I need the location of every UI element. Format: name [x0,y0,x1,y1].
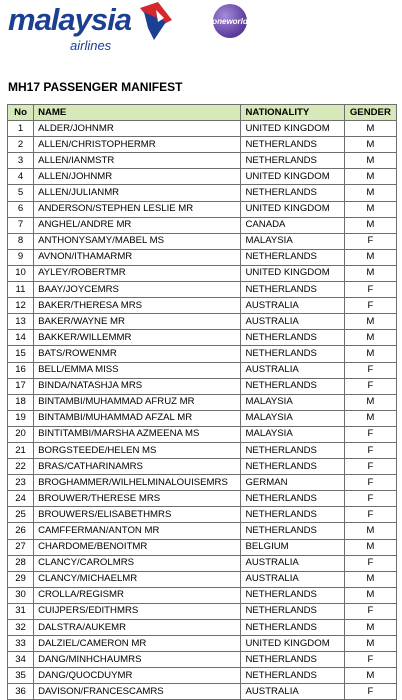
row-number: 18 [8,394,34,410]
passenger-name: DAVISON/FRANCESCAMRS [34,684,241,700]
airline-logo-wordmark: malaysia [8,2,131,37]
passenger-nationality: NETHERLANDS [241,652,344,668]
passenger-name: BRAS/CATHARINAMRS [34,459,241,475]
table-row [8,636,397,652]
table-row [8,265,397,281]
passenger-gender: M [344,523,396,539]
passenger-gender: M [344,587,396,603]
passenger-name: CAMFFERMAN/ANTON MR [34,523,241,539]
passenger-gender: M [344,668,396,684]
passenger-nationality: UNITED KINGDOM [241,201,344,217]
row-number: 3 [8,153,34,169]
passenger-gender: F [344,233,396,249]
passenger-gender: M [344,265,396,281]
table-row [8,282,397,298]
passenger-gender: M [344,636,396,652]
table-row [8,217,397,233]
passenger-nationality: UNITED KINGDOM [241,121,344,137]
table-row [8,652,397,668]
passenger-gender: M [344,217,396,233]
table-row [8,603,397,619]
row-number: 8 [8,233,34,249]
passenger-nationality: NETHERLANDS [241,491,344,507]
table-row [8,523,397,539]
row-number: 10 [8,265,34,281]
passenger-gender: M [344,201,396,217]
column-header-gender: GENDER [344,105,396,121]
passenger-name: BAKER/THERESA MRS [34,298,241,314]
passenger-nationality: NETHERLANDS [241,378,344,394]
oneworld-logo-icon [213,4,247,38]
row-number: 29 [8,571,34,587]
passenger-gender: F [344,298,396,314]
passenger-name: BAKER/WAYNE MR [34,314,241,330]
passenger-name: BORGSTEEDE/HELEN MS [34,442,241,458]
row-number: 30 [8,587,34,603]
table-row [8,121,397,137]
row-number: 12 [8,298,34,314]
passenger-name: CHARDOME/BENOITMR [34,539,241,555]
passenger-name: BELL/EMMA MISS [34,362,241,378]
passenger-name: ALLEN/JOHNMR [34,169,241,185]
row-number: 19 [8,410,34,426]
table-row [8,394,397,410]
passenger-gender: M [344,346,396,362]
passenger-gender: F [344,378,396,394]
passenger-nationality: GERMAN [241,475,344,491]
passenger-gender: M [344,330,396,346]
passenger-name: CUIJPERS/EDITHMRS [34,603,241,619]
row-number: 2 [8,137,34,153]
passenger-nationality: NETHERLANDS [241,249,344,265]
table-row [8,620,397,636]
row-number: 1 [8,121,34,137]
row-number: 35 [8,668,34,684]
column-header-name: NAME [34,105,241,121]
passenger-nationality: NETHERLANDS [241,442,344,458]
passenger-name: BINDA/NATASHJA MRS [34,378,241,394]
table-row [8,314,397,330]
passenger-name: DANG/QUOCDUYMR [34,668,241,684]
passenger-gender: M [344,169,396,185]
passenger-name: DALSTRA/AUKEMR [34,620,241,636]
table-header-row [8,105,397,121]
row-number: 32 [8,620,34,636]
passenger-name: BROUWERS/ELISABETHMRS [34,507,241,523]
passenger-nationality: CANADA [241,217,344,233]
table-row [8,169,397,185]
passenger-nationality: NETHERLANDS [241,587,344,603]
passenger-nationality: AUSTRALIA [241,362,344,378]
passenger-nationality: NETHERLANDS [241,620,344,636]
row-number: 26 [8,523,34,539]
table-row [8,539,397,555]
passenger-name: CROLLA/REGISMR [34,587,241,603]
table-row [8,571,397,587]
row-number: 17 [8,378,34,394]
table-row [8,378,397,394]
passenger-name: BINTAMBI/MUHAMMAD AFZAL MR [34,410,241,426]
passenger-nationality: NETHERLANDS [241,330,344,346]
passenger-nationality: NETHERLANDS [241,282,344,298]
passenger-nationality: NETHERLANDS [241,185,344,201]
table-row [8,137,397,153]
manifest-body [8,121,397,700]
passenger-name: BAKKER/WILLEMMR [34,330,241,346]
airline-logo-subtitle: airlines [70,38,112,53]
passenger-name: ANDERSON/STEPHEN LESLIE MR [34,201,241,217]
passenger-nationality: MALAYSIA [241,233,344,249]
table-row [8,185,397,201]
passenger-gender: M [344,185,396,201]
passenger-nationality: NETHERLANDS [241,153,344,169]
passenger-name: ALLEN/JULIANMR [34,185,241,201]
table-row [8,249,397,265]
table-row [8,201,397,217]
passenger-gender: F [344,652,396,668]
passenger-nationality: AUSTRALIA [241,314,344,330]
passenger-nationality: UNITED KINGDOM [241,169,344,185]
row-number: 23 [8,475,34,491]
passenger-nationality: NETHERLANDS [241,346,344,362]
passenger-name: ANTHONYSAMY/MABEL MS [34,233,241,249]
row-number: 9 [8,249,34,265]
passenger-gender: F [344,442,396,458]
table-row [8,426,397,442]
table-row [8,459,397,475]
passenger-nationality: NETHERLANDS [241,523,344,539]
passenger-name: BINTITAMBI/MARSHA AZMEENA MS [34,426,241,442]
row-number: 6 [8,201,34,217]
passenger-gender: M [344,121,396,137]
passenger-gender: M [344,137,396,153]
column-header-no: No [8,105,34,121]
passenger-name: DANG/MINHCHAUMRS [34,652,241,668]
table-row [8,153,397,169]
row-number: 4 [8,169,34,185]
row-number: 11 [8,282,34,298]
row-number: 5 [8,185,34,201]
table-row [8,475,397,491]
passenger-gender: M [344,394,396,410]
passenger-gender: F [344,426,396,442]
table-row [8,298,397,314]
passenger-gender: F [344,507,396,523]
passenger-nationality: NETHERLANDS [241,137,344,153]
passenger-name: AYLEY/ROBERTMR [34,265,241,281]
passenger-nationality: MALAYSIA [241,426,344,442]
passenger-name: BROGHAMMER/WILHELMINALOUISEMRS [34,475,241,491]
passenger-nationality: BELGIUM [241,539,344,555]
passenger-gender: M [344,249,396,265]
passenger-name: AVNON/ITHAMARMR [34,249,241,265]
passenger-nationality: UNITED KINGDOM [241,265,344,281]
passenger-name: CLANCY/CAROLMRS [34,555,241,571]
row-number: 31 [8,603,34,619]
column-header-nationality: NATIONALITY [241,105,344,121]
table-row [8,555,397,571]
passenger-name: ANGHEL/ANDRE MR [34,217,241,233]
row-number: 15 [8,346,34,362]
passenger-name: CLANCY/MICHAELMR [34,571,241,587]
passenger-gender: F [344,684,396,700]
passenger-nationality: AUSTRALIA [241,555,344,571]
row-number: 13 [8,314,34,330]
header [0,0,402,70]
passenger-gender: F [344,491,396,507]
passenger-name: DALZIEL/CAMERON MR [34,636,241,652]
passenger-name: BATS/ROWENMR [34,346,241,362]
passenger-nationality: NETHERLANDS [241,507,344,523]
page-title: MH17 PASSENGER MANIFEST [8,80,183,94]
passenger-gender: F [344,362,396,378]
oneworld-label: oneworld [212,16,248,26]
passenger-nationality: MALAYSIA [241,394,344,410]
passenger-nationality: AUSTRALIA [241,684,344,700]
row-number: 14 [8,330,34,346]
passenger-gender: M [344,314,396,330]
row-number: 20 [8,426,34,442]
table-row [8,410,397,426]
passenger-gender: F [344,475,396,491]
passenger-gender: M [344,539,396,555]
row-number: 7 [8,217,34,233]
table-row [8,233,397,249]
table-row [8,330,397,346]
table-row [8,684,397,700]
passenger-nationality: NETHERLANDS [241,459,344,475]
passenger-nationality: NETHERLANDS [241,668,344,684]
passenger-gender: M [344,620,396,636]
passenger-nationality: AUSTRALIA [241,298,344,314]
row-number: 36 [8,684,34,700]
manifest-table [7,104,397,700]
table-row [8,668,397,684]
passenger-name: ALLEN/IANMSTR [34,153,241,169]
passenger-name: ALDER/JOHNMR [34,121,241,137]
kite-logo-icon [136,0,176,44]
passenger-gender: F [344,603,396,619]
passenger-gender: M [344,153,396,169]
passenger-name: BROUWER/THERESE MRS [34,491,241,507]
passenger-gender: M [344,571,396,587]
passenger-gender: F [344,282,396,298]
passenger-nationality: AUSTRALIA [241,571,344,587]
row-number: 34 [8,652,34,668]
passenger-nationality: MALAYSIA [241,410,344,426]
row-number: 28 [8,555,34,571]
passenger-gender: M [344,410,396,426]
passenger-nationality: UNITED KINGDOM [241,636,344,652]
passenger-gender: F [344,555,396,571]
passenger-name: BINTAMBI/MUHAMMAD AFRUZ MR [34,394,241,410]
table-row [8,491,397,507]
row-number: 16 [8,362,34,378]
table-row [8,442,397,458]
row-number: 24 [8,491,34,507]
row-number: 25 [8,507,34,523]
passenger-gender: F [344,459,396,475]
table-row [8,587,397,603]
passenger-name: BAAY/JOYCEMRS [34,282,241,298]
passenger-name: ALLEN/CHRISTOPHERMR [34,137,241,153]
row-number: 22 [8,459,34,475]
passenger-nationality: NETHERLANDS [241,603,344,619]
table-row [8,507,397,523]
table-row [8,346,397,362]
table-row [8,362,397,378]
row-number: 21 [8,442,34,458]
row-number: 33 [8,636,34,652]
row-number: 27 [8,539,34,555]
